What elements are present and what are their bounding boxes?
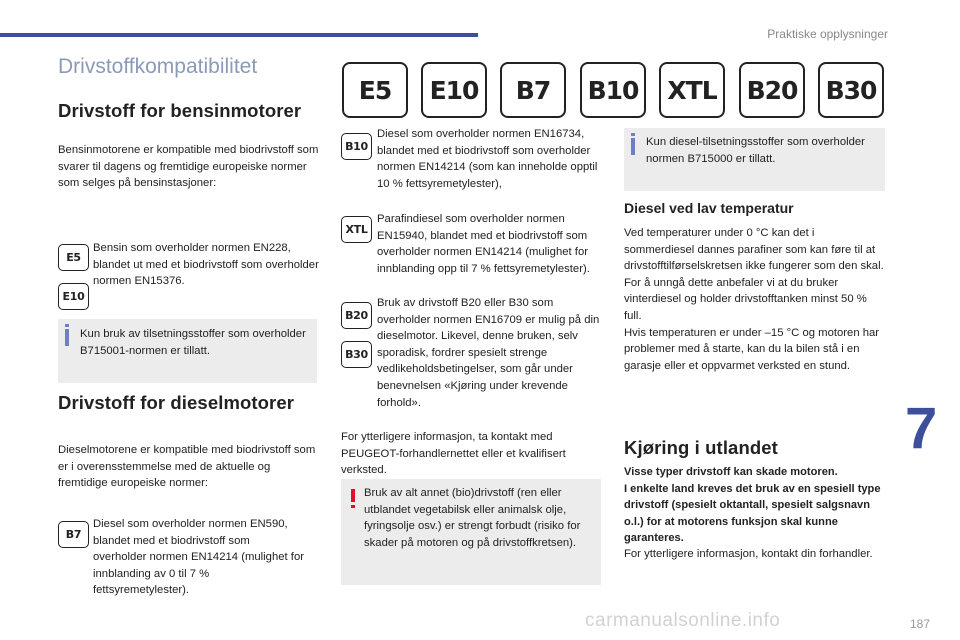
badge-b20: B20 — [341, 302, 372, 329]
watermark: carmanualsonline.info — [585, 610, 781, 631]
petrol-standard: Bensin som overholder normen EN228, blandet ut med et biodrivstoff som overholder normen EN15376. — [93, 242, 319, 288]
low-temp-heading: Diesel ved lav temperatur — [624, 200, 794, 216]
diesel-b20-text: Bruk av drivstoff B20 eller B30 som overholder normen EN16709 er mulig på din dieselmotor. Likevel, denne bruken, selv sporadisk, fordrer spesielt strenge vedlikeholdsbetingelser, som går under benevnelsen «Kjøring under krevende forhold». — [377, 297, 600, 409]
section-header: Praktiske opplysninger — [767, 27, 888, 41]
chapter-number: 7 — [905, 396, 938, 461]
fuel-badge-b30: B30 — [818, 62, 884, 118]
diesel-b10-text: Diesel som overholder normen EN16734, blandet med et biodrivstoff som overholder normen EN14214 (som kan inneholde opptil 10 % fettsyremetylester), — [377, 128, 598, 190]
diesel-b7-text: Diesel som overholder normen EN590, blandet med et biodrivstoff som overholder normen EN14214 (mulighet for innblanding av 0 til 7 % fettsyremetylester). — [93, 518, 304, 597]
diesel-xtl-text: Parafindiesel som overholder normen EN15940, blandet med et biodrivstoff som overholder normen EN14214 (mulighet for innblanding opp til 7 % fettsyremetylester). — [377, 213, 590, 275]
low-temp-text: Ved temperaturer under 0 °C kan det i sommerdiesel dannes parafiner som kan føre til at drivstofftilførselskretsen ikke fungerer som den skal. For å unngå dette anbefaler vi at du bruker vinterdiesel og holder drivstofftanken minst 50 % full. Hvis temperaturen er under –15 °C og motoren har problemer med å starte, kan du la bilen stå i en garasje eller et oppvarmet verksted en stund. — [624, 227, 884, 372]
fuel-badge-xtl: XTL — [659, 62, 725, 118]
petrol-note-text: Kun bruk av tilsetningsstoffer som overholder B715001-normen er tillatt. — [80, 328, 306, 357]
info-icon — [631, 138, 635, 155]
info-icon — [65, 329, 69, 346]
badge-b10: B10 — [341, 133, 372, 160]
warning-icon — [351, 489, 355, 502]
badge-e10: E10 — [58, 283, 89, 310]
abroad-heading: Kjøring i utlandet — [624, 437, 778, 458]
petrol-additive-note — [58, 319, 317, 383]
fuel-badge-e5: E5 — [342, 62, 408, 118]
diesel-heading: Drivstoff for dieselmotorer — [58, 392, 295, 413]
fuel-badge-e10: E10 — [421, 62, 487, 118]
fuel-badge-b10: B10 — [580, 62, 646, 118]
diesel-additive-text: Kun diesel-tilsetningsstoffer som overholder normen B715000 er tillatt. — [646, 136, 865, 165]
warning-text: Bruk av alt annet (bio)drivstoff (ren eller utblandet vegetabilsk eller animalsk olje, fyringsolje osv.) er strengt forbudt (risiko for skader på motoren og på drivstoffkretsen). — [364, 487, 581, 549]
petrol-intro: Bensinmotorene er kompatible med biodrivstoff som svarer til dagens og fremtidige europeiske normer som selges på bensinstasjoner: — [58, 144, 319, 190]
diesel-more-info: For ytterligere informasjon, ta kontakt med PEUGEOT-forhandlernettet eller et kvalifisert verksted. — [341, 431, 566, 477]
page-title: Drivstoffkompatibilitet — [58, 55, 258, 78]
abroad-bold-text: Visse typer drivstoff kan skade motoren. I enkelte land kreves det bruk av en spesiell type drivstoff (spesielt oktantall, spesielt salgsnavn o.l.) for at motorens funksjon skal kunne garanteres. — [624, 466, 881, 545]
badge-xtl: XTL — [341, 216, 372, 243]
fuel-badge-b7: B7 — [500, 62, 566, 118]
diesel-additive-note — [624, 128, 885, 191]
badge-b30: B30 — [341, 341, 372, 368]
badge-e5: E5 — [58, 244, 89, 271]
abroad-text: For ytterligere informasjon, kontakt din forhandler. — [624, 548, 873, 560]
diesel-intro: Dieselmotorene er kompatible med biodrivstoff som er i overensstemmelse med de aktuelle og fremtidige europeiske normer: — [58, 444, 316, 490]
fuel-badge-b20: B20 — [739, 62, 805, 118]
petrol-heading: Drivstoff for bensinmotorer — [58, 100, 302, 121]
fuel-warning-note — [341, 479, 601, 585]
badge-b7: B7 — [58, 521, 89, 548]
page-number: 187 — [909, 617, 930, 631]
header-bar — [0, 33, 478, 37]
